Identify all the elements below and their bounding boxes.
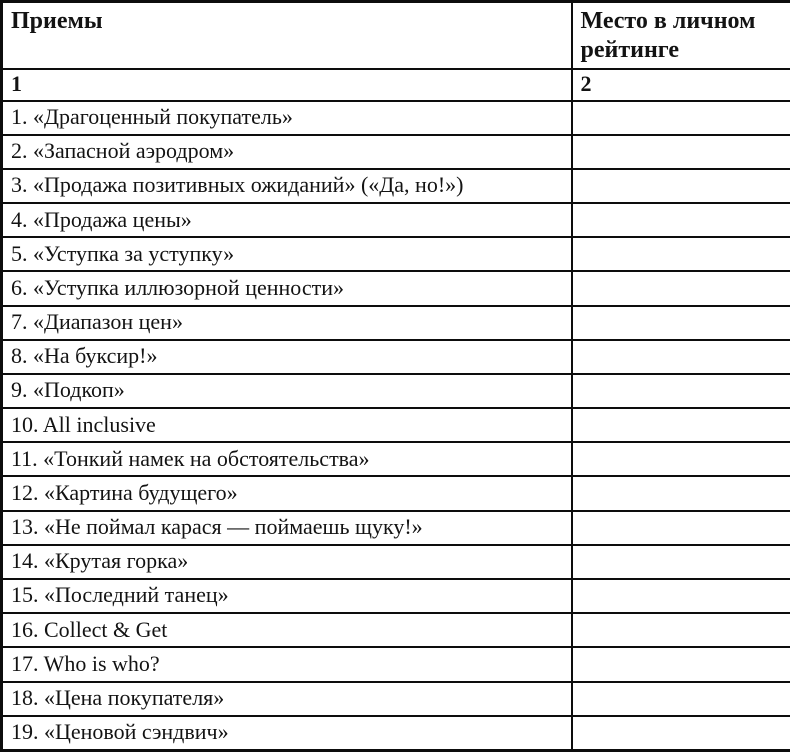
table-row [2,511,790,545]
table-row [2,374,790,408]
technique-cell: 12. «Картина будущего» [2,476,572,510]
rating-cell [572,408,790,442]
table-row [2,101,790,135]
technique-cell: 14. «Крутая горка» [2,545,572,579]
rating-cell [572,613,790,647]
column-number-1: 1 [2,69,572,101]
technique-cell: 6. «Уступка иллюзорной ценности» [2,271,572,305]
technique-cell: 15. «Последний танец» [2,579,572,613]
table-row [2,579,790,613]
table-row [2,203,790,237]
technique-cell: 8. «На буксир!» [2,340,572,374]
technique-cell: 17. Who is who? [2,647,572,681]
technique-cell: 2. «Запасной аэродром» [2,135,572,169]
technique-cell: 16. Collect & Get [2,613,572,647]
technique-cell: 5. «Уступка за уступку» [2,237,572,271]
rating-cell [572,237,790,271]
header-row [2,2,790,69]
technique-cell: 4. «Продажа цены» [2,203,572,237]
rating-cell [572,545,790,579]
table-row [2,682,790,716]
table-row [2,135,790,169]
rating-cell [572,716,790,751]
table-row [2,476,790,510]
technique-cell: 1. «Драгоценный покупатель» [2,101,572,135]
rating-cell [572,169,790,203]
rating-cell [572,135,790,169]
technique-cell: 3. «Продажа позитивных ожиданий» («Да, но!») [2,169,572,203]
rating-cell [572,647,790,681]
rating-cell [572,579,790,613]
rating-cell [572,340,790,374]
rating-cell [572,306,790,340]
technique-cell: 11. «Тонкий намек на обстоятельства» [2,442,572,476]
table-row [2,169,790,203]
column-header-rating: Место в личном рейтинге [572,2,790,69]
table-row [2,408,790,442]
table-row [2,306,790,340]
technique-cell: 10. All inclusive [2,408,572,442]
rating-cell [572,203,790,237]
table-row [2,271,790,305]
rating-cell [572,511,790,545]
rating-cell [572,442,790,476]
rating-cell [572,476,790,510]
table-row [2,613,790,647]
table-row [2,647,790,681]
technique-cell: 19. «Ценовой сэндвич» [2,716,572,751]
technique-cell: 13. «Не поймал карася — поймаешь щуку!» [2,511,572,545]
table-row [2,716,790,751]
rating-cell [572,101,790,135]
rating-cell [572,271,790,305]
rating-cell [572,374,790,408]
table-row [2,545,790,579]
table-row [2,442,790,476]
column-header-techniques: Приемы [2,2,572,69]
technique-cell: 9. «Подкоп» [2,374,572,408]
column-number-row [2,69,790,101]
technique-cell: 7. «Диапазон цен» [2,306,572,340]
rating-cell [572,682,790,716]
table-row [2,237,790,271]
technique-cell: 18. «Цена покупателя» [2,682,572,716]
column-number-2: 2 [572,69,790,101]
table-row [2,340,790,374]
